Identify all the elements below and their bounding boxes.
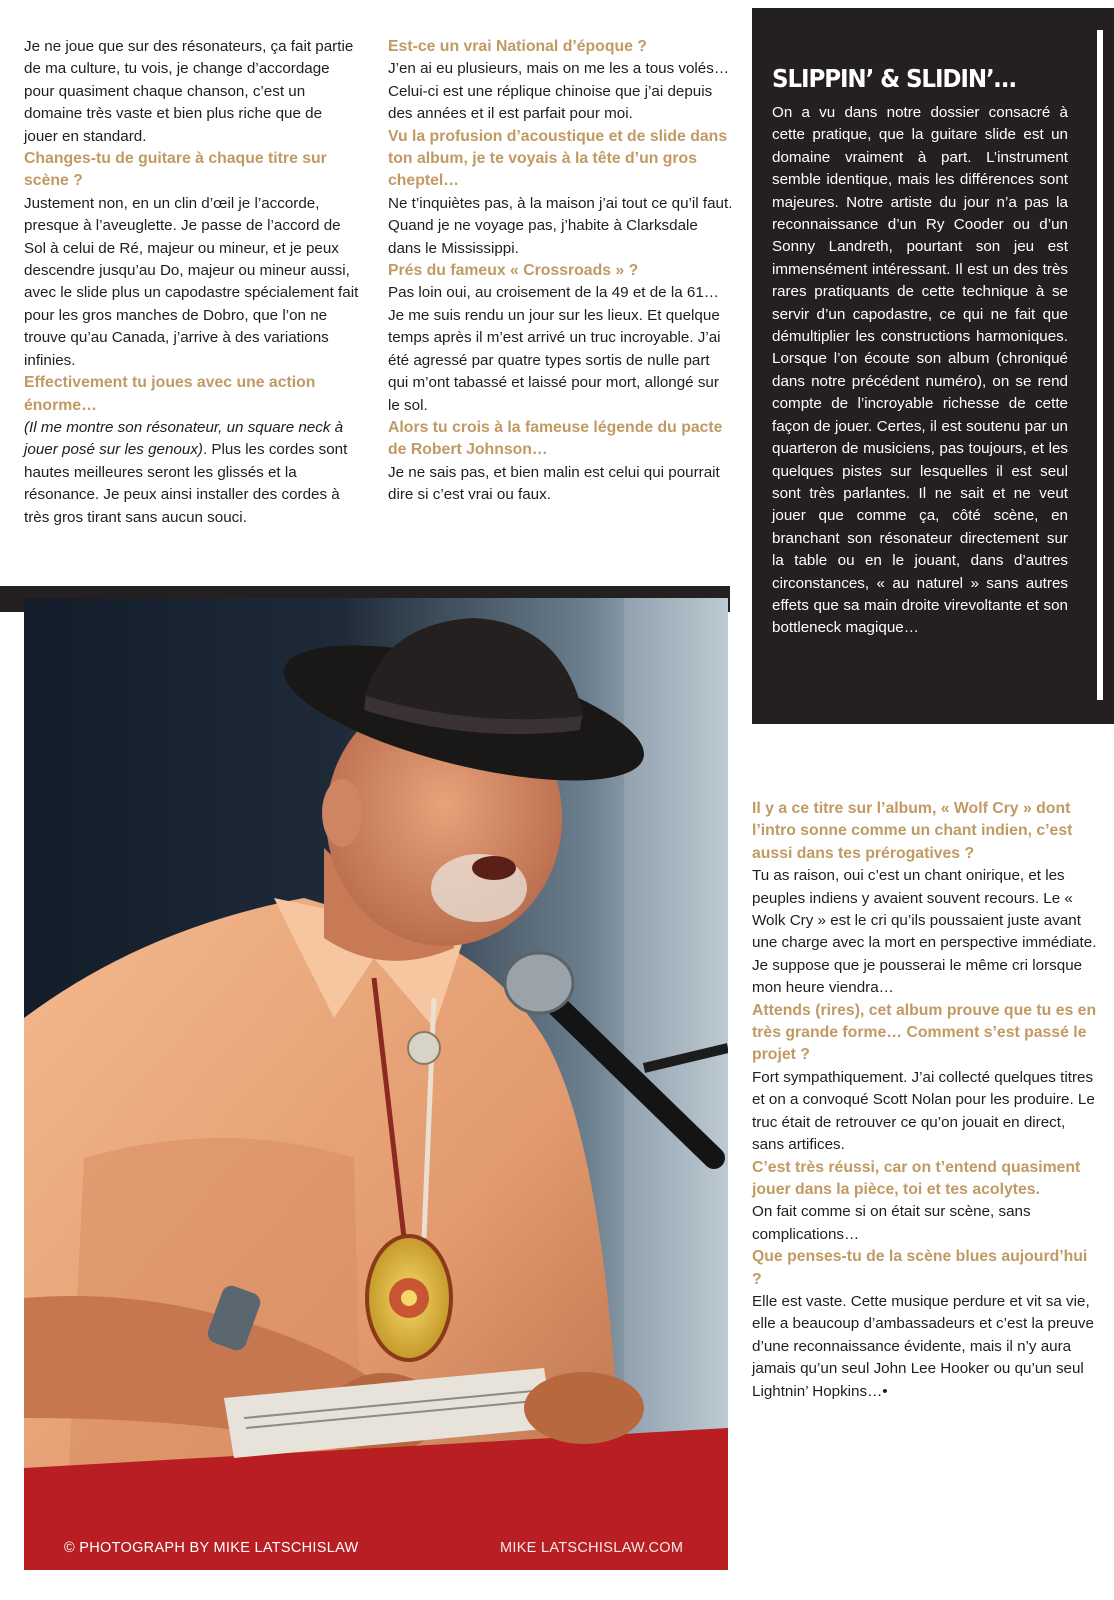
question-heading: Attends (rires), cet album prouve que tu es en très grande forme… Comment s’est passé le projet ? [752,1001,1097,1064]
answer-paragraph: Je ne sais pas, et bien malin est celui qui pourrait dire si c’est vrai ou faux. [388,463,720,504]
question-heading: Alors tu crois à la fameuse légende du pacte de Robert Johnson… [388,418,723,459]
question-heading: Vu la profusion d’acoustique et de slide dans ton album, je te voyais à la tête d’un gros cheptel… [388,127,728,190]
sidebar-divider [1097,30,1103,700]
question-heading: Effectivement tu joues avec une action énorme… [24,374,316,414]
answer-paragraph: Ne t’inquiètes pas, à la maison j’ai tout ce qu’il faut. Quand je ne voyage pas, j’habite à Clarksdale dans le Mississippi. [388,194,733,257]
answer-text: . Plus les cordes sont hautes meilleures seront les glissés et la résonance. Je peux ainsi installer des cordes à très gros tirant sans aucun souci. [24,441,348,526]
answer-paragraph: Elle est vaste. Cette musique perdure et vit sa vie, elle a beaucoup d’ambassadeurs et c’est la preuve d’une reconnaissance évidente, mais il n’y aura jamais qu’un seul John Lee Hooker ou qu’un seul Lightnin’ Hopkins…• [752,1292,1094,1400]
photo-watermark: MIKE LATSCHISLAW.COM [500,1540,684,1556]
photo-credit: © PHOTOGRAPH BY MIKE LATSCHISLAW [64,1540,359,1556]
left-column [24,36,360,529]
answer-paragraph: On fait comme si on était sur scène, sans complications… [752,1203,1031,1243]
answer-paragraph: Pas loin oui, au croisement de la 49 et de la 61… Je me suis rendu un jour sur les lieux. Et quelque temps après il m’est arrivé un truc incroyable. J’ai été agressé par quatre types sortis de nulle part qui m’ont tabassé et laissé pour mort, allongé sur le sol. [388,284,721,414]
question-heading: C’est très réussi, car on t’entend quasiment jouer dans la pièce, toi et tes acolytes. [752,1158,1081,1198]
middle-column [388,36,733,507]
question-heading: Changes-tu de guitare à chaque titre sur scène ? [24,150,327,190]
question-heading: Prés du fameux « Crossroads » ? [388,262,639,280]
answer-paragraph: Justement non, en un clin d’œil je l’accorde, presque à l’aveuglette. Je passe de l’accord de Sol à celui de Ré, majeur ou mineur, et je peux descendre jusqu’au Do, majeur ou mineur aussi, avec le slide plus un capodastre spécialement fait pour les gros manches de Dobro, que l’on ne trouve qu’au Canada, j’arrive à des variations infinies. [24,194,359,369]
italic-aside: (Il me montre son résonateur, un square neck à jouer posé sur les genoux) [24,418,344,459]
answer-paragraph: J’en ai eu plusieurs, mais on me les a tous volés… Celui-ci est une réplique chinoise que j’ai depuis des années et il est parfait pour moi. [388,60,730,123]
photo-illustration [24,598,728,1570]
answer-paragraph: Tu as raison, oui c’est un chant onirique, et les peuples indiens y avaient souvent recours. Le « Wolk Cry » est le cri qu’ils poussaient juste avant une charge avec la mort en perspective immédiate. Je suppose que je pousserai le même cri lorsque mon heure viendra… [752,867,1097,997]
question-heading: Il y a ce titre sur l’album, « Wolf Cry » dont l’intro sonne comme un chant indien, c’est aussi dans tes prérogatives ? [752,800,1073,862]
right-column [752,798,1097,1403]
answer-paragraph: Fort sympathiquement. J’ai collecté quelques titres et on a convoqué Scott Nolan pour les produire. Le truc était de retrouver ce qu’on jouait en direct, sans artifices. [752,1068,1095,1154]
answer-paragraph: Je ne joue que sur des résonateurs, ça fait partie de ma culture, tu vois, je change d’accordage pour quasiment chaque chanson, c’est un domaine très vaste et bien plus riche que de jouer en standard. [24,38,354,145]
answer-paragraph [24,417,360,529]
musician-photo [24,598,728,1570]
sidebar-body: On a vu dans notre dossier consacré à cette pratique, que la guitare slide est un domaine vraiment à part. L’instrument semble identique, mais les différences sont majeures. Notre artiste du jour n’a pas la reconnaissance d’un Ry Cooder ou d’un Sonny Landreth, pourtant son jeu est immensément intéressant. Il est un des très rares pratiquants de cette technique à se servir d’un capodastre, ce qui ne fait que démultiplier les constructions harmoniques. Lorsque l’on écoute son album (chroniqué dans notre précédent numéro), on se rend compte de l’incroyable richesse de cette façon de jouer. Certes, il est soutenu par un quarteron de musiciens, pas toujours, et les quelques pistes sur lesquelles il est seul sont très parlantes. Il ne sait et ne veut jouer que comme ça, côté scène, en branchant son résonateur directement sur la table ou en le jouant, dans d’autres circonstances, « au naturel » sans autres effets que sa main droite virevoltante et son bottleneck magique… [772,104,1068,637]
sidebar-title: SLIPPIN’ & SLIDIN’… [772,64,1016,93]
question-heading: Est-ce un vrai National d’époque ? [388,38,647,55]
question-heading: Que penses-tu de la scène blues aujourd’hui ? [752,1248,1088,1288]
